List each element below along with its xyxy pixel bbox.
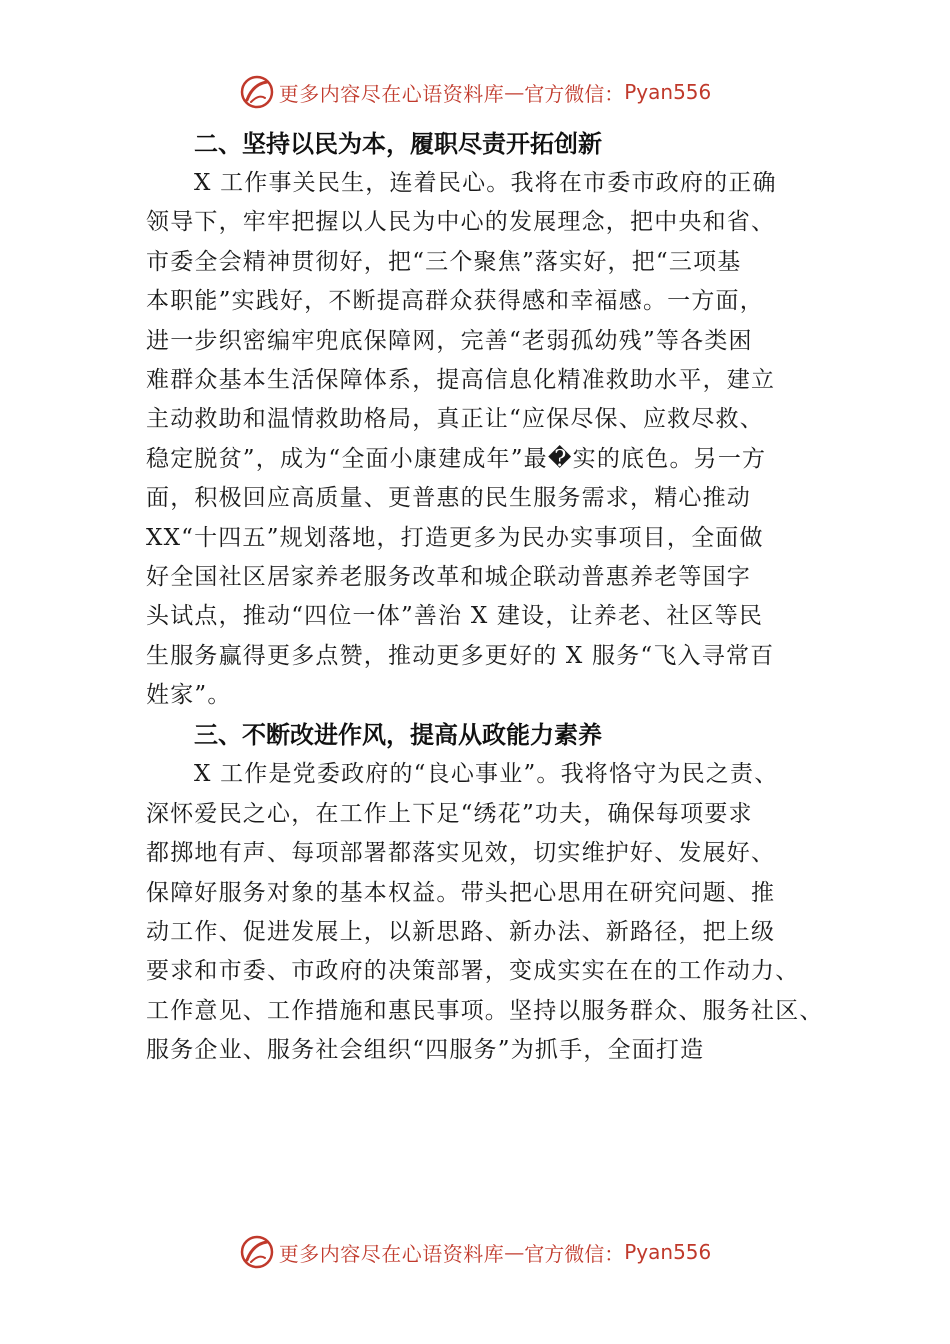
paragraph-line: 姓家”。 [146, 682, 232, 709]
watermark-separator: — [504, 80, 525, 104]
watermark-logo-icon [239, 74, 275, 110]
paragraph-line: 保障好服务对象的基本权益。带头把心思用在研究问题、推 [146, 879, 776, 906]
paragraph-line: 头试点，推动“四位一体”善治 X 建设，让养老、社区等民 [146, 603, 764, 630]
paragraph-line: 好全国社区居家养老服务改革和城企联动普惠养老等国字 [146, 563, 751, 590]
paragraph-line: 进一步织密编牢兜底保障网，完善“老弱孤幼残”等各类困 [146, 327, 753, 354]
watermark-text: 更多内容尽在心语资料库 [278, 1241, 505, 1266]
paragraph-line: 难群众基本生活保障体系，提高信息化精准救助水平，建立 [146, 366, 776, 393]
paragraph-line: 要求和市委、市政府的决策部署，变成实实在在的工作动力、 [146, 958, 800, 985]
watermark-wechat-label: 官方微信： [524, 81, 625, 106]
watermark-text: 更多内容尽在心语资料库 [278, 81, 505, 106]
watermark-logo-icon [239, 1234, 275, 1270]
watermark-wechat-id: Pyan556 [624, 1240, 712, 1264]
watermark-wechat-label: 官方微信： [524, 1241, 625, 1266]
paragraph-line: 市委全会精神贯彻好，把“三个聚焦”落实好，把“三项基 [146, 248, 742, 275]
paragraph-line: 领导下，牢牢把握以人民为中心的发展理念，把中央和省、 [146, 209, 776, 236]
paragraph-line: 面，积极回应高质量、更普惠的民生服务需求，精心推动 [146, 485, 751, 512]
paragraph-line: 稳定脱贫”，成为“全面小康建成年”最�实的底色。另一方 [146, 445, 767, 472]
paragraph-line: X 工作事关民生，连着民心。我将在市委市政府的正确 [194, 170, 777, 196]
paragraph-line: 动工作、促进发展上，以新思路、新办法、新路径，把上级 [146, 919, 776, 946]
paragraph-line: 服务企业、服务社会组织“四服务”为抓手，全面打造 [146, 1037, 705, 1064]
paragraph-line: XX“十四五”规划落地，打造更多为民办实事项目，全面做 [146, 524, 764, 551]
watermark-separator: — [504, 1240, 525, 1264]
section-heading-3: 三、不断改进作风，提高从政能力素养 [194, 721, 602, 750]
paragraph-line: 深怀爱民之心，在工作上下足“绣花”功夫，确保每项要求 [146, 800, 753, 827]
watermark-footer [0, 1232, 950, 1272]
paragraph-line: 生服务赢得更多点赞，推动更多更好的 X 服务“飞入寻常百 [146, 642, 775, 669]
watermark-header [0, 72, 950, 112]
watermark-wechat-id: Pyan556 [624, 80, 712, 104]
paragraph-line: 工作意见、工作措施和惠民事项。坚持以服务群众、服务社区、 [146, 997, 824, 1024]
section-heading-2: 二、坚持以民为本，履职尽责开拓创新 [194, 130, 602, 158]
paragraph-line: X 工作是党委政府的“良心事业”。我将恪守为民之责、 [194, 761, 779, 788]
paragraph-line: 主动救助和温情救助格局，真正让“应保尽保、应救尽救、 [146, 406, 764, 433]
paragraph-line: 本职能”实践好，不断提高群众获得感和幸福感。一方面， [146, 288, 764, 315]
document-body [146, 124, 846, 1071]
paragraph-line: 都掷地有声、每项部署都落实见效，切实维护好、发展好、 [146, 840, 776, 867]
